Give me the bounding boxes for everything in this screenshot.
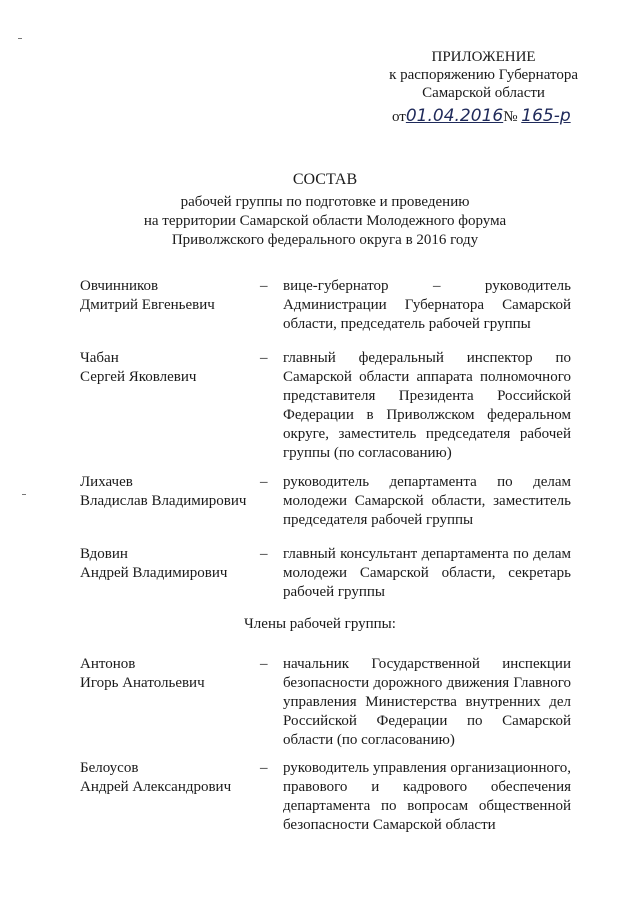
appendix-region-line: Самарской области <box>422 85 545 101</box>
member-given-name: Сергей Яковлевич <box>80 369 197 385</box>
member-dash: – <box>260 278 268 294</box>
handwritten-date: 01.04.2016 <box>405 106 504 126</box>
member-name <box>80 655 255 693</box>
member-surname: Чабан <box>80 350 119 366</box>
member-surname: Белоусов <box>80 760 139 776</box>
member-given-name: Игорь Анатольевич <box>80 675 205 691</box>
member-name <box>80 277 255 315</box>
appendix-header <box>389 48 578 102</box>
heading-title: СОСТАВ <box>292 171 358 188</box>
member-surname: Овчинников <box>80 278 159 294</box>
member-given-name: Владислав Владимирович <box>80 493 247 509</box>
member-dash: – <box>260 760 268 776</box>
member-given-name: Дмитрий Евгеньевич <box>80 297 215 313</box>
member-description: руководитель управления организационного, правового и кадрового обеспечения департамента по вопросам общественной безопасности Самарской области <box>283 760 571 833</box>
appendix-order-line: к распоряжению Губернатора <box>389 67 578 83</box>
member-name <box>80 545 255 583</box>
members-section-title: Члены рабочей группы: <box>244 616 396 632</box>
member-description: главный федеральный инспектор по Самарской области аппарата полномочного представителя Президента Российской Федерации в Приволжском федеральном округе, заместитель председателя рабочей группы (по согласованию) <box>283 350 571 461</box>
member-name <box>80 349 255 387</box>
heading-line-2: на территории Самарской области Молодежного форума <box>143 213 507 229</box>
heading-line-1: рабочей группы по подготовке и проведению <box>180 194 470 210</box>
heading-line-3: Приволжского федерального округа в 2016 году <box>171 232 479 248</box>
scan-mark <box>18 38 22 39</box>
member-surname: Антонов <box>80 656 136 672</box>
member-surname: Лихачев <box>80 474 133 490</box>
member-name <box>80 473 255 511</box>
handwritten-number: 165-р <box>521 106 571 126</box>
member-dash: – <box>260 350 268 366</box>
member-surname: Вдовин <box>80 546 128 562</box>
appendix-date-line <box>392 106 571 126</box>
member-dash: – <box>260 656 268 672</box>
member-description: руководитель департамента по делам молодежи Самарской области, заместитель председателя рабочей группы <box>283 474 571 528</box>
appendix-title: ПРИЛОЖЕНИЕ <box>431 49 536 65</box>
member-name <box>80 759 255 797</box>
member-dash: – <box>260 546 268 562</box>
date-prefix: от <box>392 109 406 125</box>
member-given-name: Андрей Александрович <box>80 779 232 795</box>
number-prefix: № <box>503 109 518 125</box>
document-heading <box>110 170 540 250</box>
member-description: начальник Государственной инспекции безопасности дорожного движения Главного управления Министерства внутренних дел Российской Федерации по Самарской области (по согласованию) <box>283 656 571 748</box>
member-dash: – <box>260 474 268 490</box>
member-description: главный консультант департамента по делам молодежи Самарской области, секретарь рабочей группы <box>283 546 571 600</box>
member-description: вице-губернатор – руководитель Администрации Губернатора Самарской области, председатель рабочей группы <box>283 278 571 332</box>
member-given-name: Андрей Владимирович <box>80 565 228 581</box>
scan-mark <box>22 494 26 495</box>
